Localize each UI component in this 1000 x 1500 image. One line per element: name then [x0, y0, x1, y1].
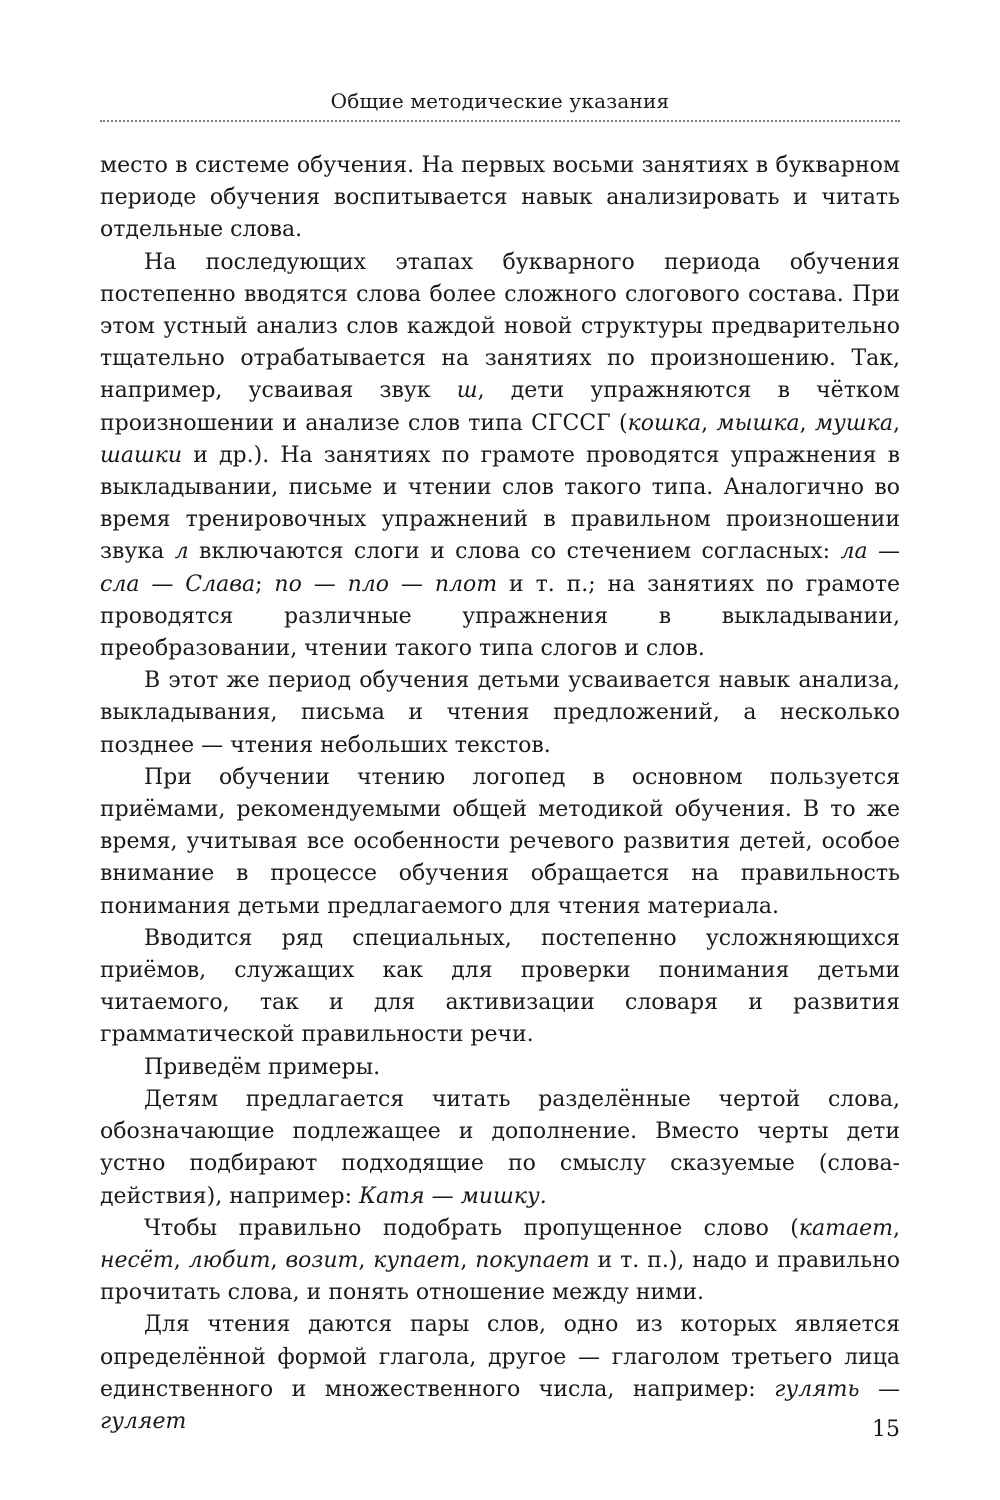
text-run: и др.). На занятиях по грамоте проводятся упражнения в выкладывании, письме и чтении слов такого типа. Аналогично во время тренировочных упражнений в правильном произношении звука — [100, 442, 900, 565]
text-run: При обучении чтению логопед в основном пользуется приёмами, рекомендуемыми общей методикой обучения. В то же время, учитывая все особенности речевого развития детей, особое внимание в процессе обучения обращается на правильность понимания детьми предлагаемого для чтения материала. — [100, 764, 900, 919]
italic-example: ш — [456, 378, 478, 404]
text-run: , — [460, 1247, 476, 1273]
italic-example: катает — [798, 1215, 893, 1241]
paragraph — [100, 1052, 900, 1084]
text-run: В этот же период обучения детьми усваивается навык анализа, выкладывания, письма и чтения предложений, а несколько позднее — чтения небольших текстов. — [100, 668, 900, 758]
text-run: , дети упражняются в чётком произношении и анализе слов типа СГССГ ( — [100, 378, 900, 436]
header-dotted-rule — [100, 120, 900, 122]
italic-example: кошка — [627, 410, 702, 436]
text-run: и т. п.; на занятиях по грамоте проводятся различные упражнения в выкладывании, преобразовании, чтении такого типа слогов и слов. — [100, 571, 901, 662]
text-run: Вводится ряд специальных, постепенно усложняющихся приёмов, служащих как для проверки понимания детьми читаемого, так и для активизации словаря и развития грамматической правильности речи. — [100, 925, 900, 1048]
text-run: Приведём примеры. — [144, 1054, 381, 1080]
paragraph — [100, 1309, 900, 1438]
paragraph — [100, 923, 900, 1052]
italic-example: купает — [373, 1247, 461, 1273]
text-run: , — [270, 1247, 286, 1273]
text-run: , — [701, 410, 717, 436]
paragraph — [100, 665, 900, 762]
italic-example: ла — сла — Слава — [100, 539, 900, 597]
italic-example: несёт — [100, 1247, 174, 1273]
text-run: и т. п.), надо и правильно прочитать слова, и понять отношение между ними. — [100, 1247, 900, 1306]
text-run: , — [799, 410, 815, 436]
paragraph — [100, 1213, 900, 1310]
italic-example: по — пло — плот — [274, 571, 498, 597]
text-run: , — [173, 1247, 189, 1273]
text-run: Для чтения даются пары слов, одно из которых является определённой формой глагола, другое — глаголом третьего лица единственного и множественного числа, например: — [100, 1312, 900, 1402]
italic-example: любит — [188, 1247, 271, 1273]
text-run: На последующих этапах букварного периода обучения постепенно вводятся слова более сложного слогового состава. При этом устный анализ слов каждой новой структуры предварительно тщательно отрабатывается на занятиях по произношению. Так, например, усваивая звук — [100, 249, 900, 404]
body-text — [100, 150, 900, 1438]
text-run: Детям предлагается читать разделённые чертой слова, обозначающие подлежащее и дополнение. Вместо черты дети устно подбирают подходящие по смыслу сказуемые (слова-действия), например: — [100, 1086, 900, 1209]
running-header: Общие методические указания — [330, 89, 670, 113]
text-run: , — [358, 1247, 374, 1273]
italic-example: Катя — мишку. — [359, 1183, 547, 1209]
text-run: Чтобы правильно подобрать пропущенное слово ( — [144, 1215, 799, 1241]
paragraph — [100, 1084, 900, 1213]
italic-example: мышка — [716, 410, 800, 436]
italic-example: л — [174, 539, 189, 565]
italic-example: гулять — гуляет — [100, 1376, 900, 1434]
text-run: , — [892, 410, 900, 436]
italic-example: мушка — [814, 410, 893, 436]
text-run: ; — [255, 571, 275, 597]
paragraph — [100, 762, 900, 923]
italic-example: возит — [285, 1247, 359, 1273]
paragraph — [100, 150, 900, 247]
text-run: включаются слоги и слова со стечением согласных: — [188, 539, 841, 565]
text-run: , — [893, 1215, 900, 1241]
italic-example: покупает — [475, 1247, 590, 1273]
text-run: место в системе обучения. На первых восьми занятиях в букварном периоде обучения воспитывается навык анализировать и читать отдельные слова. — [100, 153, 900, 243]
paragraph — [100, 247, 900, 666]
page-number: 15 — [872, 1417, 900, 1442]
italic-example: шашки — [100, 442, 183, 468]
